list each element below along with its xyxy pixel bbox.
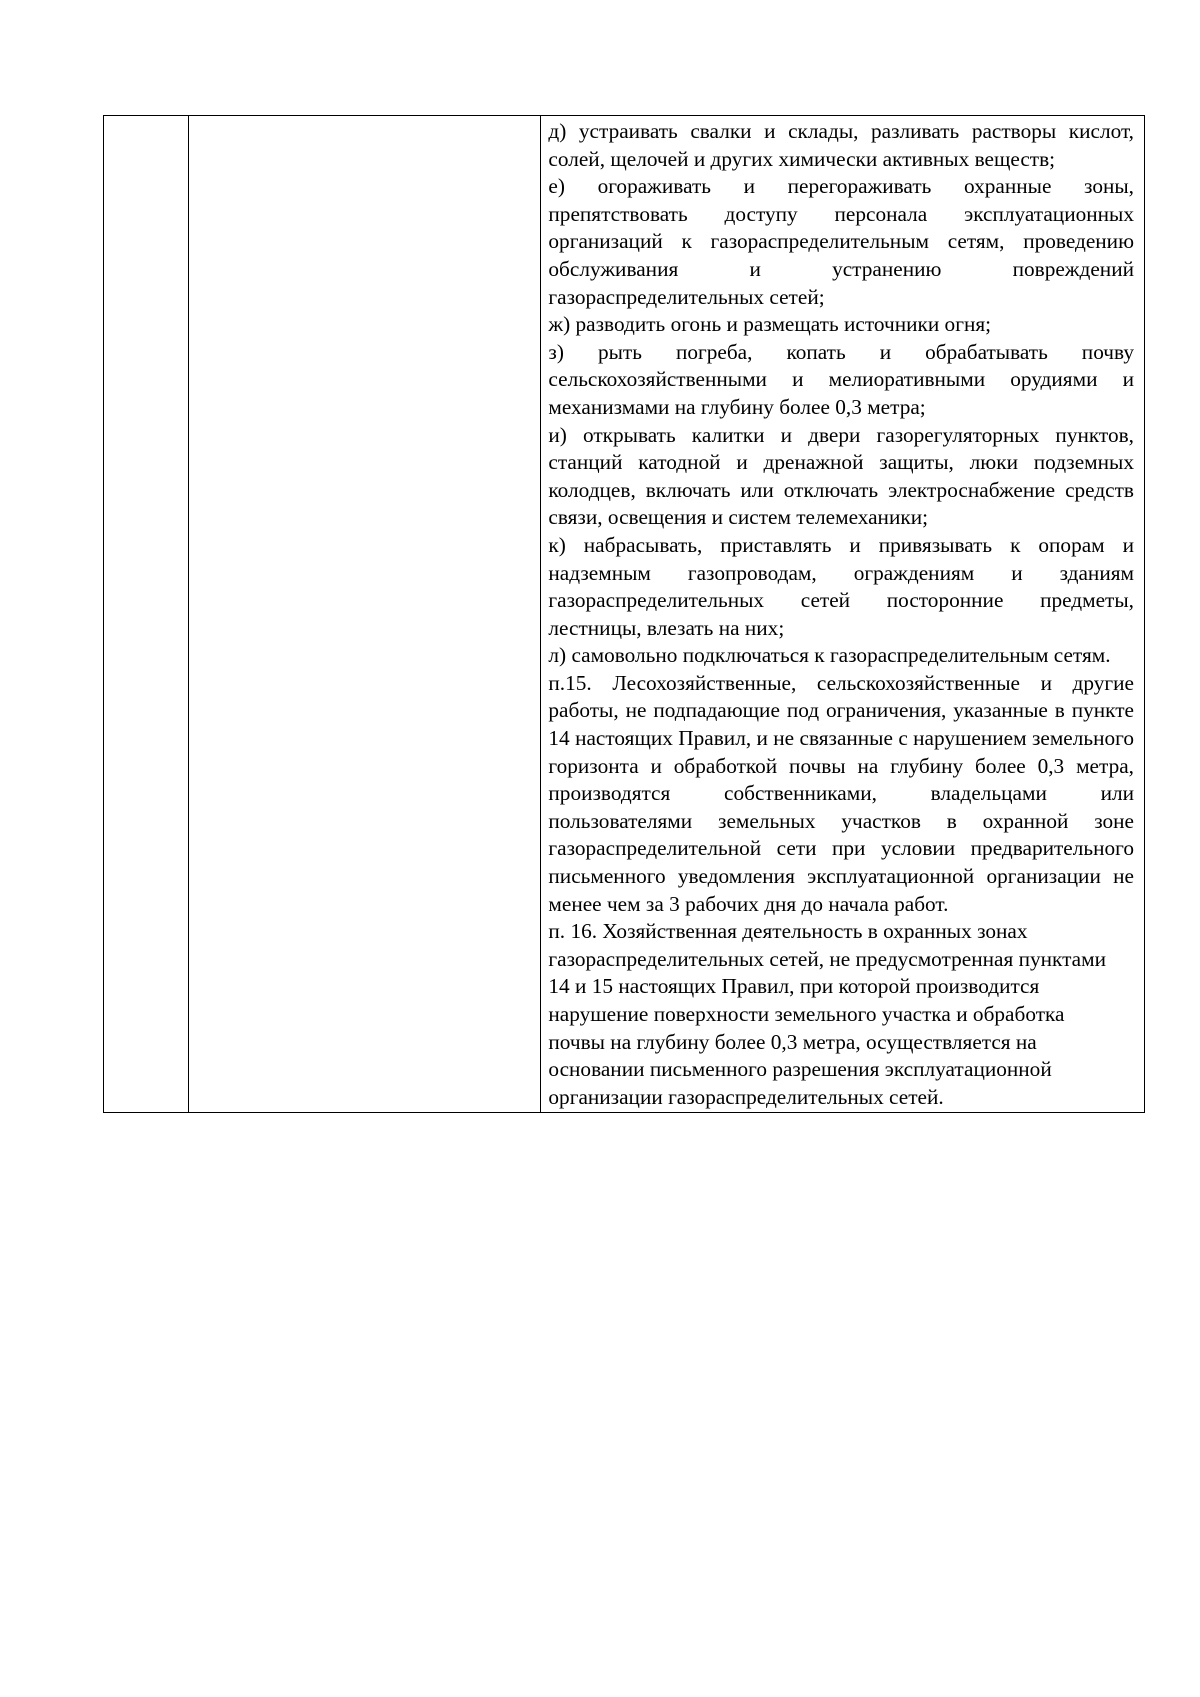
table-row [104,116,1145,1113]
paragraph-item-e: е) огораживать и перегораживать охранные зоны, препятствовать доступу персонала эксплуатационных организаций к газораспределительным сетям, проведению обслуживания и устранению повреждений газораспределительных сетей; [548,174,1134,309]
paragraph-item-i: и) открывать калитки и двери газорегуляторных пунктов, станций катодной и дренажной защиты, люки подземных колодцев, включать или отключать электроснабжение средств связи, освещения и систем телемеханики; [548,422,1134,530]
paragraph-item-d: д) устраивать свалки и склады, разливать растворы кислот, солей, щелочей и других химически активных веществ; [548,119,1134,171]
paragraph-clause-16: п. 16. Хозяйственная деятельность в охранных зонах газораспределительных сетей, не предусмотренная пунктами 14 и 15 настоящих Правил, при которой производится нарушение поверхности земельного участка и обработка почвы на глубину более 0,3 метра, осуществляется на основании письменного разрешения эксплуатационной организации газораспределительных сетей. [548,919,1106,1109]
paragraph-item-k: к) набрасывать, приставлять и привязывать к опорам и надземным газопроводам, ограждениям и зданиям газораспределительных сетей посторонние предметы, лестницы, влезать на них; [548,532,1134,640]
document-table [103,115,1145,1113]
table-cell-restrictions [541,116,1145,1113]
paragraph-item-l: л) самовольно подключаться к газораспределительным сетям. [548,643,1111,668]
paragraph-clause-15: п.15. Лесохозяйственные, сельскохозяйственные и другие работы, не подпадающие под ограничения, указанные в пункте 14 настоящих Правил, и не связанные с нарушением земельного горизонта и обработкой почвы на глубину более 0,3 метра, производятся собственниками, владельцами или пользователями земельных участков в охранной зоне газораспределительной сети при условии предварительного письменного уведомления эксплуатационной организации не менее чем за 3 рабочих дня до начала работ. [548,670,1134,916]
table-cell-name [189,116,541,1113]
paragraph-item-z: з) рыть погреба, копать и обрабатывать почву сельскохозяйственными и мелиоративными орудиями и механизмами на глубину более 0,3 метра; [548,339,1134,419]
paragraph-item-zh: ж) разводить огонь и размещать источники огня; [548,312,992,337]
table-cell-number [104,116,189,1113]
